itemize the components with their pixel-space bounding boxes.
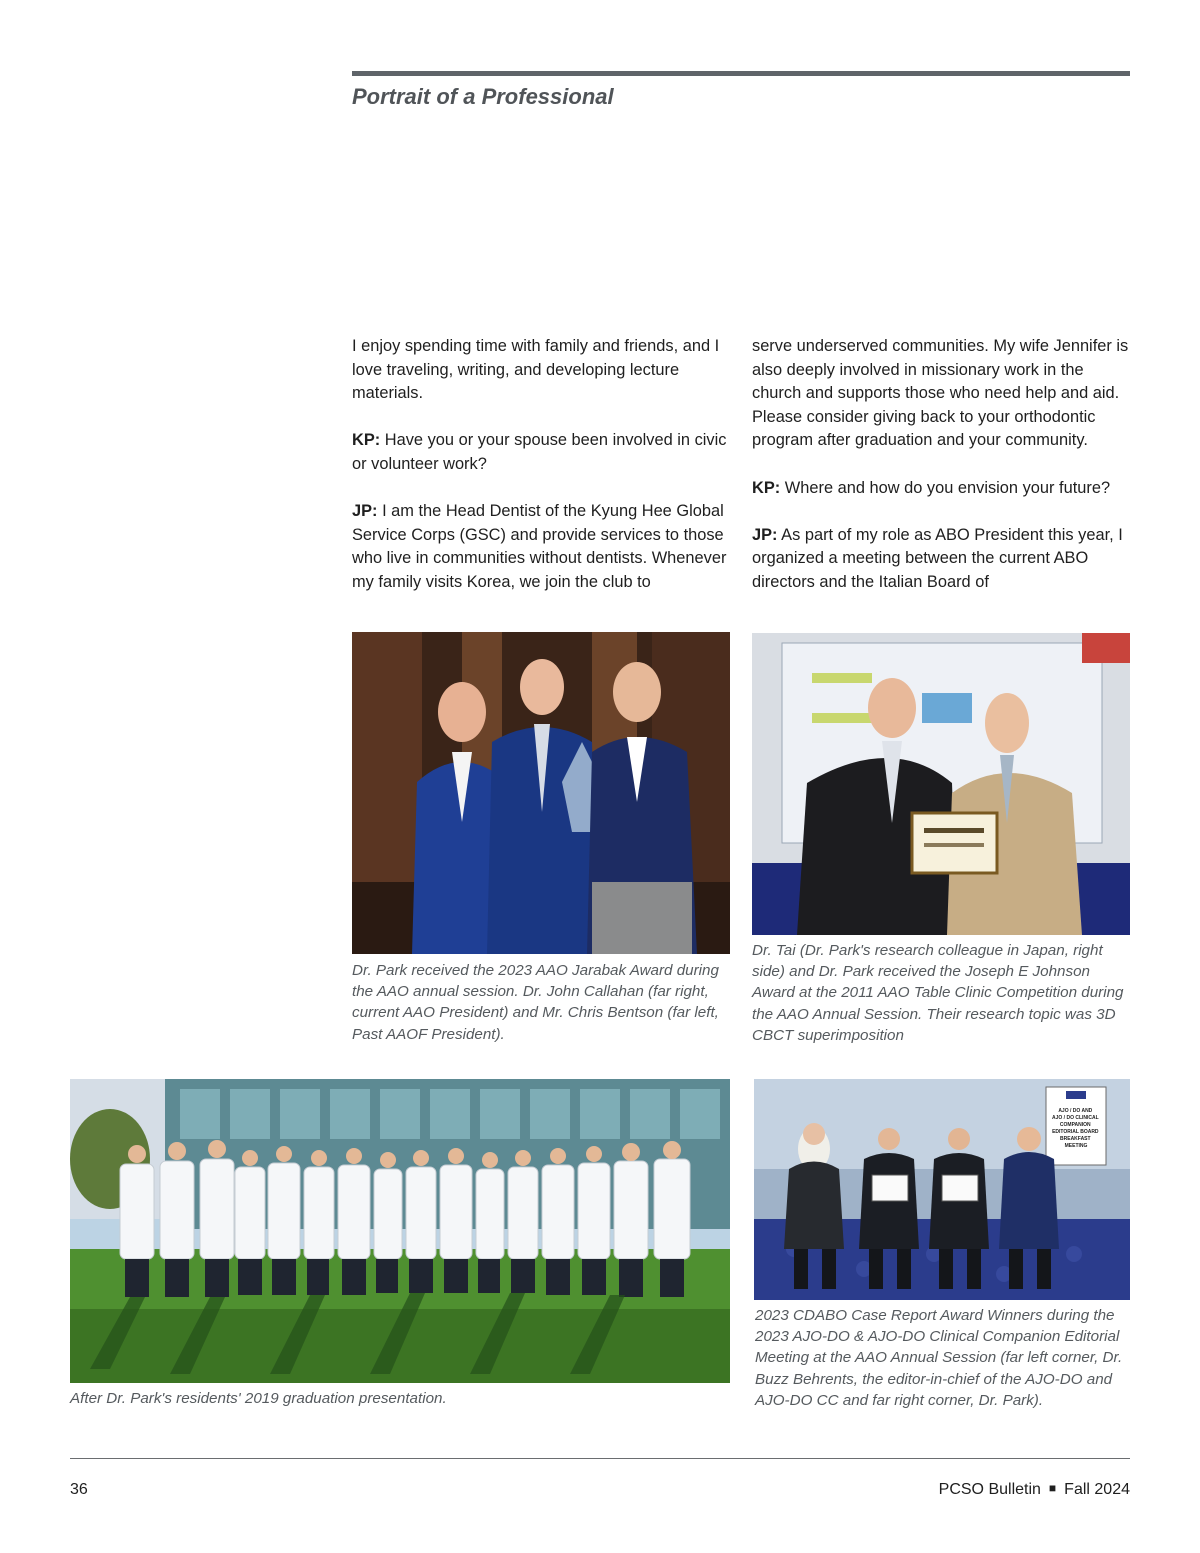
section-title: Portrait of a Professional: [352, 84, 614, 109]
article-column-left: [352, 335, 734, 595]
footer-separator: ■: [1048, 1481, 1057, 1495]
speaker-label: KP:: [752, 478, 781, 497]
table-clinic-award-photo: [752, 633, 1130, 935]
graduation-group-photo: [70, 1079, 730, 1383]
speaker-label: JP:: [352, 502, 378, 521]
case-report-award-photo: [754, 1079, 1130, 1300]
answer-paragraph: [352, 500, 734, 594]
paragraph: I enjoy spending time with family and friends, and I love traveling, writing, and developing lecture materials.: [352, 337, 720, 403]
speaker-label: KP:: [352, 431, 381, 450]
photo-caption: Dr. Tai (Dr. Park's research colleague in Japan, right side) and Dr. Park received the Joseph E Johnson Award at the 2011 AAO Table Clinic Competition during the AAO Annual Session. Their research topic was 3D CBCT superimposition: [752, 942, 1124, 1044]
answer-text: As part of my role as ABO President this year, I organized a meeting between the current ABO directors and the Italian Board of: [752, 525, 1123, 591]
answer-paragraph: [752, 524, 1134, 595]
question-paragraph: [352, 429, 734, 476]
question-text: Where and how do you envision your future?: [780, 478, 1111, 497]
publication-name: PCSO Bulletin: [938, 1481, 1041, 1498]
photo-caption: 2023 CDABO Case Report Award Winners during the 2023 AJO-DO & AJO-DO Clinical Companion Editorial Meeting at the AAO Annual Session (far left corner, Dr. Buzz Behrents, the editor-in-chief of the AJO-DO and AJO-DO CC and far right corner, Dr. Park).: [755, 1307, 1123, 1409]
page-number: 36: [70, 1481, 88, 1498]
issue-label: Fall 2024: [1064, 1481, 1130, 1498]
question-paragraph: [752, 477, 1134, 501]
speaker-label: JP:: [752, 525, 778, 544]
question-text: Have you or your spouse been involved in civic or volunteer work?: [352, 431, 727, 473]
publication-footer: [939, 1481, 1130, 1499]
photo-caption: Dr. Park received the 2023 AAO Jarabak Award during the AAO annual session. Dr. John Callahan (far right, current AAO President) and Mr. Chris Bentson (far left, Past AAOF President).: [352, 962, 719, 1043]
answer-text: I am the Head Dentist of the Kyung Hee Global Service Corps (GSC) and provide services to those who live in communities without dentists. Whenever my family visits Korea, we join the club to: [352, 502, 727, 591]
footer-rule: [70, 1458, 1130, 1459]
award-photo: [352, 632, 730, 954]
event-sign-text: AJO / DO AND AJO / DO CLINICAL COMPANION EDITORIAL BOARD BREAKFAST MEETING: [1052, 1108, 1099, 1149]
photo-caption: After Dr. Park's residents' 2019 graduation presentation.: [70, 1390, 447, 1407]
paragraph: serve underserved communities. My wife Jennifer is also deeply involved in missionary work in the church and supports those who need help and aid. Please consider giving back to your orthodontic program after graduation and your community.: [752, 337, 1129, 450]
article-column-right: [752, 335, 1134, 595]
top-rule: [352, 71, 1130, 76]
